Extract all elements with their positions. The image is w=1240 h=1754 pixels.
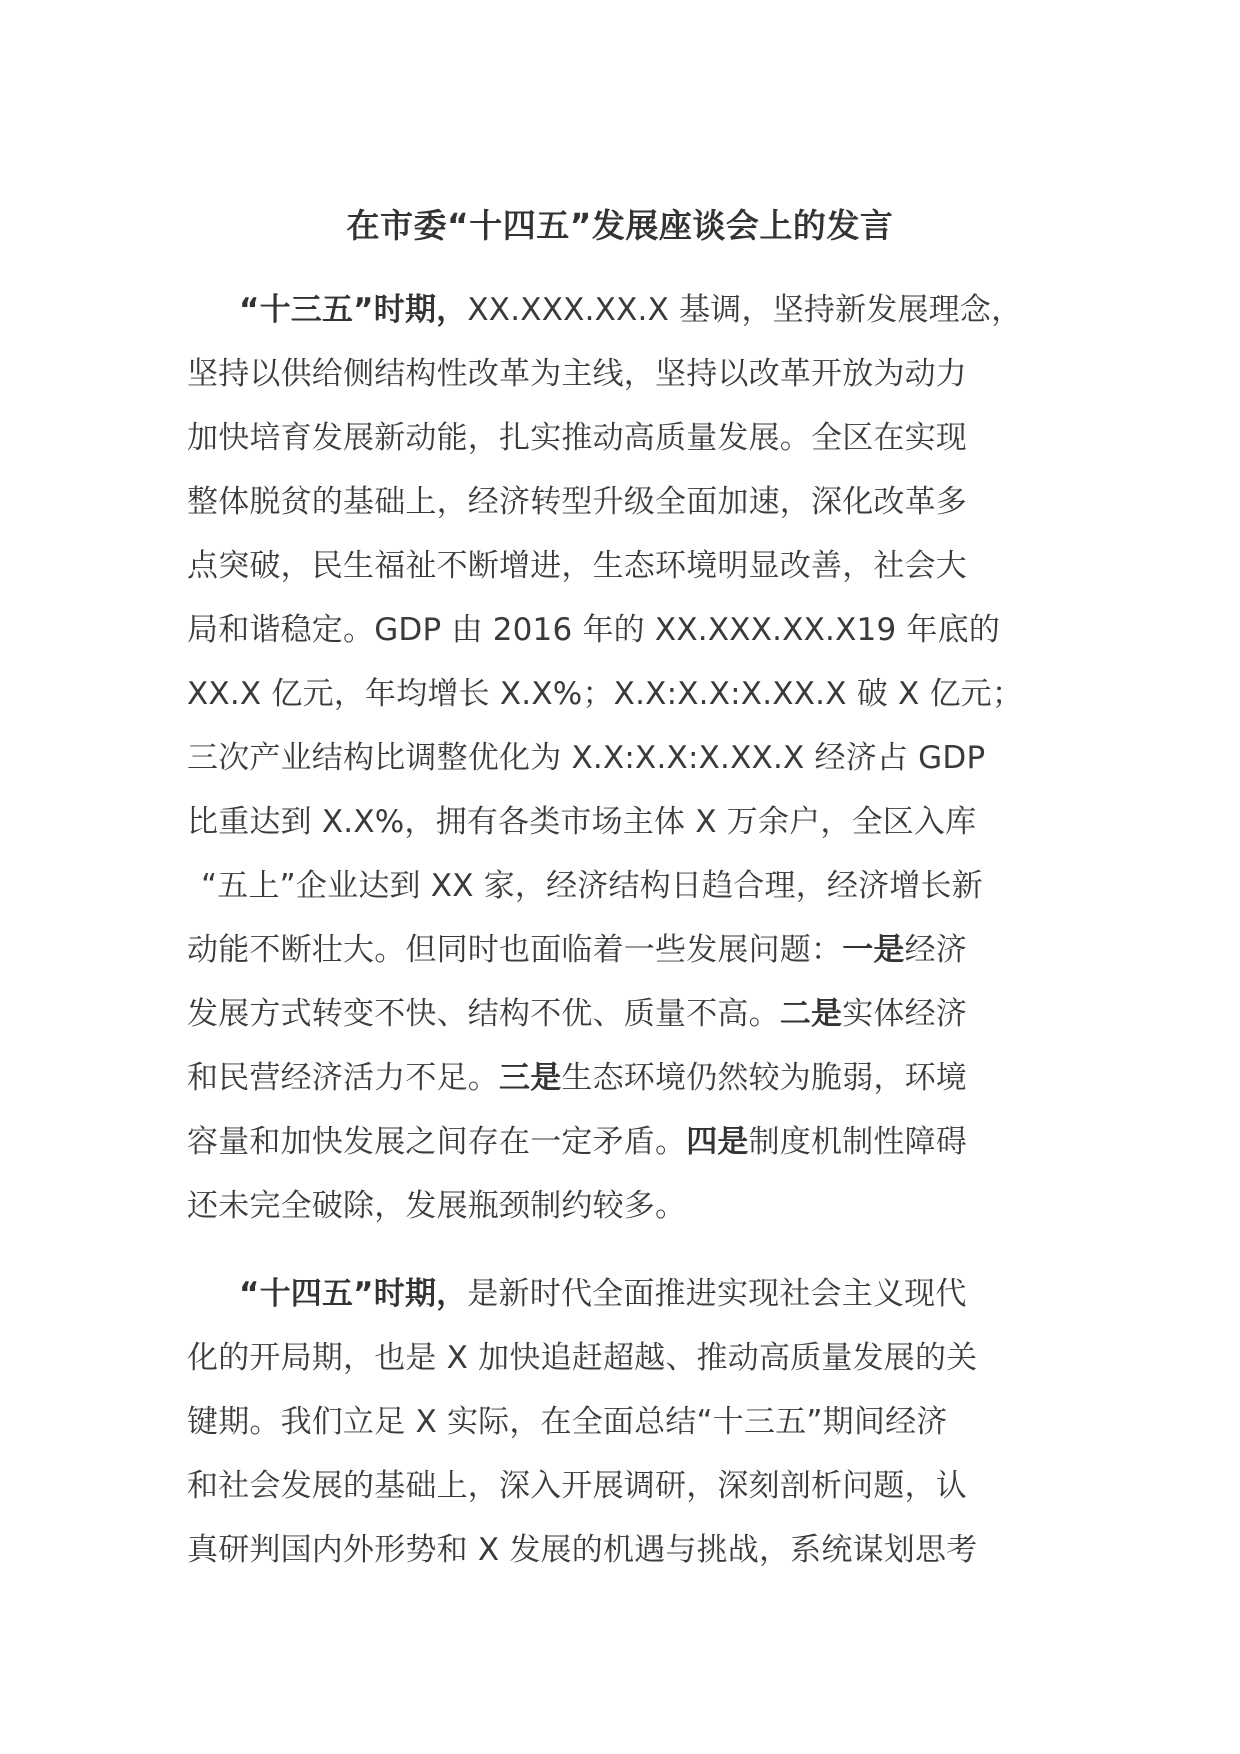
paragraph-1 — [187, 278, 1087, 1238]
paragraph-line — [187, 1262, 1087, 1326]
paragraph-line — [187, 1110, 1087, 1174]
paragraph-2 — [187, 1262, 1087, 1582]
paragraph-line — [187, 1046, 1087, 1110]
paragraph-line — [187, 278, 1087, 342]
point-marker-bold: 二是 — [779, 996, 843, 1032]
paragraph-line — [187, 918, 1087, 982]
paragraph-line: 局和谐稳定。GDP 由 2016 年的 XX.XXX.XX.X19 年底的 — [187, 612, 1001, 648]
point-marker-bold: 四是 — [686, 1124, 749, 1160]
document-title: 在市委“十四五”发展座谈会上的发言 — [346, 206, 894, 245]
paragraph-line: 点突破，民生福祉不断增进，生态环境明显改善，社会大 — [187, 548, 967, 584]
paragraph-line: 化的开局期，也是 X 加快追赶超越、推动高质量发展的关 — [187, 1340, 978, 1376]
paragraph-line: XX.X 亿元，年均增长 X.X%；X.X:X.X:X.XX.X 破 X 亿元； — [187, 676, 1024, 712]
point-marker-bold: 一是 — [842, 932, 905, 968]
paragraph-line: 和社会发展的基础上，深入开展调研，深刻剖析问题，认 — [187, 1468, 967, 1504]
paragraph-line: 坚持以供给侧结构性改革为主线，坚持以改革开放为动力 — [187, 356, 967, 392]
document-body — [187, 278, 1087, 1582]
text-span: 经济 — [904, 932, 968, 968]
paragraph-lead-bold: “十三五”时期， — [239, 292, 468, 328]
paragraph-line: “五上”企业达到 XX 家，经济结构日趋合理，经济增长新 — [201, 868, 983, 904]
point-marker-bold: 三是 — [499, 1060, 562, 1096]
paragraph-spacer — [187, 1238, 1087, 1262]
text-span: 动能不断壮大。但同时也面临着一些发展问题： — [187, 932, 843, 968]
text-span: 制度机制性障碍 — [748, 1124, 968, 1160]
text-span: XX.XXX.XX.X 基调，坚持新发展理念， — [467, 292, 1023, 328]
text-span: 实体经济 — [842, 996, 968, 1032]
paragraph-lead-bold: “十四五”时期， — [239, 1276, 468, 1312]
text-span: 和民营经济活力不足。 — [187, 1060, 499, 1096]
text-span: 生态环境仍然较为脆弱，环境 — [561, 1060, 968, 1096]
paragraph-line: 真研判国内外形势和 X 发展的机遇与挑战，系统谋划思考 — [187, 1532, 978, 1568]
paragraph-line: 键期。我们立足 X 实际，在全面总结“十三五”期间经济 — [187, 1404, 948, 1440]
paragraph-line: 比重达到 X.X%，拥有各类市场主体 X 万余户，全区入库 — [187, 804, 977, 840]
text-span: 容量和加快发展之间存在一定矛盾。 — [187, 1124, 687, 1160]
paragraph-line: 还未完全破除，发展瓶颈制约较多。 — [187, 1188, 687, 1224]
paragraph-line: 整体脱贫的基础上，经济转型升级全面加速，深化改革多 — [187, 484, 967, 520]
paragraph-line — [187, 982, 1087, 1046]
paragraph-line: 三次产业结构比调整优化为 X.X:X.X:X.XX.X 经济占 GDP — [187, 740, 986, 776]
paragraph-line: 加快培育发展新动能，扎实推动高质量发展。全区在实现 — [187, 420, 967, 456]
text-span: 是新时代全面推进实现社会主义现代 — [467, 1276, 967, 1312]
text-span: 发展方式转变不快、结构不优、质量不高。 — [187, 996, 780, 1032]
